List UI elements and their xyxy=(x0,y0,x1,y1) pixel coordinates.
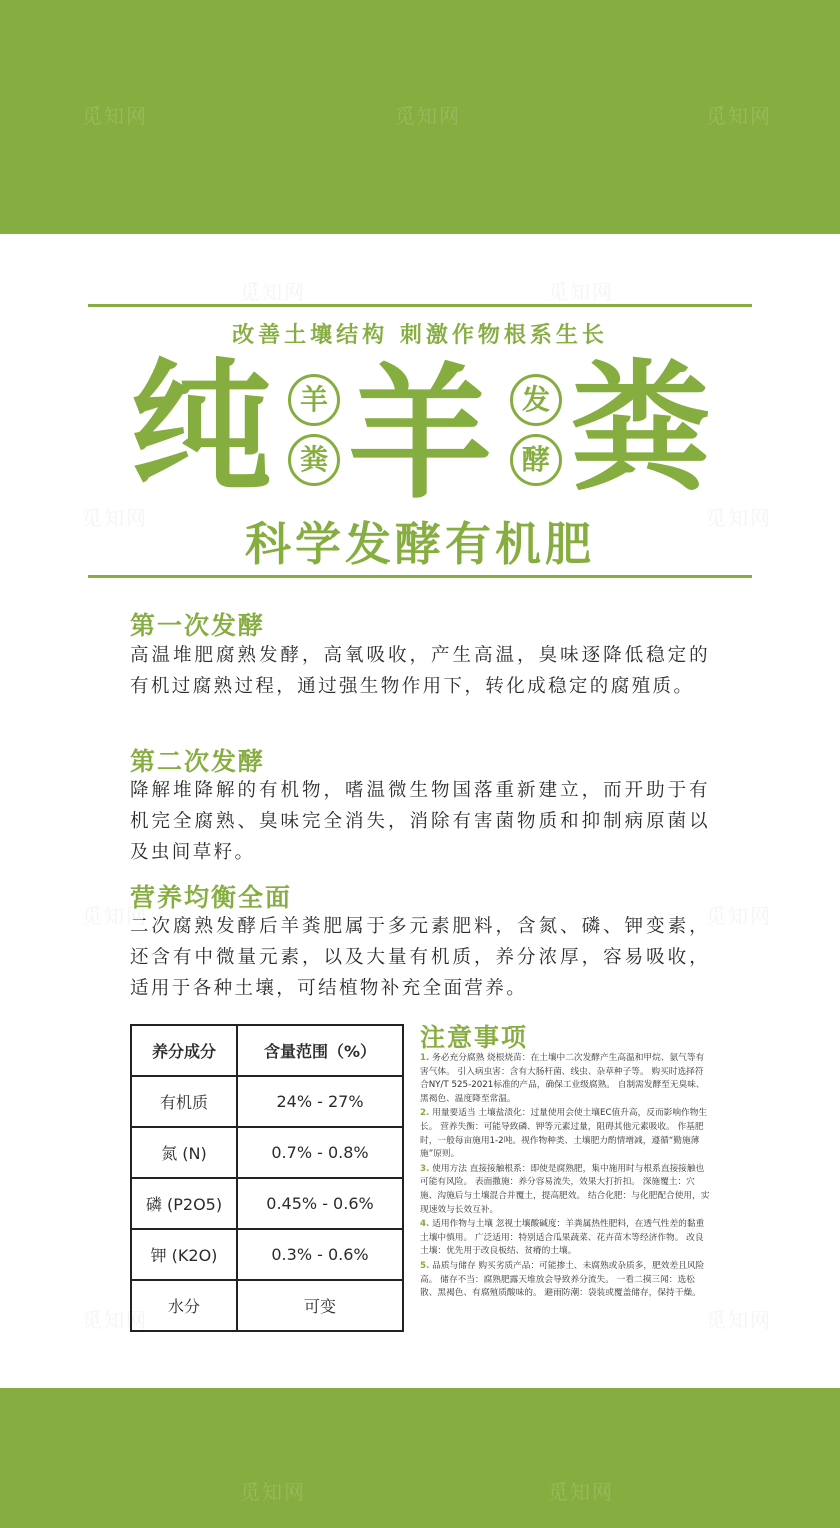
table-cell-name: 水分 xyxy=(131,1280,237,1331)
watermark: 觅知网 xyxy=(240,280,306,304)
table-cell-name: 钾 (K2O) xyxy=(131,1229,237,1280)
tagline: 改善土壤结构 刺激作物根系生长 xyxy=(232,323,608,348)
section-body-first-fermentation: 高温堆肥腐熟发酵，高氧吸收，产生高温，臭味逐降低稳定的有机过腐熟过程，通过强生物作用下，转化成稳定的腐殖质。 xyxy=(130,645,710,697)
section-title-nutrition: 营养均衡全面 xyxy=(130,883,293,912)
watermark: 觅知网 xyxy=(548,1480,614,1504)
notice-item-number: 4. xyxy=(420,1219,430,1230)
table-cell-value: 0.3% - 0.6% xyxy=(237,1229,403,1280)
table-cell-value: 0.7% - 0.8% xyxy=(237,1127,403,1178)
watermark: 觅知网 xyxy=(706,904,772,928)
watermark: 觅知网 xyxy=(82,904,148,928)
nutrient-table xyxy=(130,1024,404,1332)
table-header-range: 含量范围（%） xyxy=(237,1025,403,1076)
table-cell-name: 氮 (N) xyxy=(131,1127,237,1178)
badge-right-top: 发 xyxy=(510,374,562,426)
top-divider xyxy=(88,304,752,307)
table-cell-value: 0.45% - 0.6% xyxy=(237,1178,403,1229)
notice-item xyxy=(420,1163,710,1217)
notice-item-text: 务必充分腐熟 烧根烧苗：在土壤中二次发酵产生高温和甲烷、氨气等有害气体。 引入病虫害：含有大肠杆菌、线虫、杂草种子等。 购买时选择符合NY/T 525-2021标准的产品，确保工业级腐熟。 自制需发酵至无臭味、黑褐色、温度降至常温。 xyxy=(420,1053,705,1104)
table-row xyxy=(131,1280,403,1331)
watermark: 觅知网 xyxy=(706,1308,772,1332)
badge-right-bottom: 酵 xyxy=(510,434,562,486)
badge-left-bottom: 粪 xyxy=(288,434,340,486)
notice-item-number: 3. xyxy=(420,1163,430,1174)
watermark: 觅知网 xyxy=(240,1480,306,1504)
watermark: 觅知网 xyxy=(548,280,614,304)
title-char-1: 纯 xyxy=(130,346,272,511)
table-cell-value: 24% - 27% xyxy=(237,1076,403,1127)
watermark: 觅知网 xyxy=(706,506,772,530)
table-cell-value: 可变 xyxy=(237,1280,403,1331)
subtitle: 科学发酵有机肥 xyxy=(245,517,595,571)
table-row xyxy=(131,1229,403,1280)
table-cell-name: 磷 (P2O5) xyxy=(131,1178,237,1229)
title-char-3: 粪 xyxy=(570,348,711,511)
watermark: 觅知网 xyxy=(82,104,148,128)
section-title-first-fermentation: 第一次发酵 xyxy=(130,611,266,640)
bottom-divider xyxy=(88,575,752,578)
notice-item-number: 5. xyxy=(420,1260,430,1271)
title-char-2: 羊 xyxy=(348,350,493,518)
table-cell-name: 有机质 xyxy=(131,1076,237,1127)
notice-item-number: 2. xyxy=(420,1108,430,1119)
table-row xyxy=(131,1178,403,1229)
notice-item xyxy=(420,1052,710,1106)
watermark: 觅知网 xyxy=(706,104,772,128)
notice-item-text: 用量要适当 土壤盐渍化：过量使用会使土壤EC值升高，反而影响作物生长。 营养失衡：可能导致磷、钾等元素过量，阻碍其他元素吸收。 作基肥时，一般每亩施用1-2吨。视作物种类、土壤肥力酌情增减，遵循“勤施薄施”原则。 xyxy=(420,1108,708,1160)
section-title-second-fermentation: 第二次发酵 xyxy=(130,747,266,776)
notice-title: 注意事项 xyxy=(420,1023,529,1052)
table-row xyxy=(131,1127,403,1178)
notice-item xyxy=(420,1107,710,1161)
watermark: 觅知网 xyxy=(82,506,148,530)
section-body-nutrition: 二次腐熟发酵后羊粪肥属于多元素肥料，含氮、磷、钾变素，还含有中微量元素，以及大量有机质，养分浓厚，容易吸收，适用于各种土壤，可结植物补充全面营养。 xyxy=(130,916,710,999)
notice-item-text: 品质与储存 购买劣质产品：可能掺土、未腐熟或杂质多，肥效差且风险高。 储存不当：腐熟肥露天堆放会导致养分流失。 一看二摸三闻：选松散、黑褐色、有腐殖质酸味的。 避雨防潮：袋装或覆盖储存，保持干燥。 xyxy=(420,1260,705,1299)
badge-left-top: 羊 xyxy=(288,374,340,426)
notice-item-text: 使用方法 直接接触根系：即使是腐熟肥，集中施用时与根系直接接触也可能有风险。 表面撒施：养分容易流失，效果大打折扣。 深施覆土：穴施、沟施后与土壤混合并覆土，提高肥效。 结合化肥：与化肥配合使用，实现速效与长效互补。 xyxy=(420,1163,710,1215)
notice-item xyxy=(420,1260,710,1301)
table-row xyxy=(131,1076,403,1127)
table-header-row xyxy=(131,1025,403,1076)
section-body-second-fermentation: 降解堆降解的有机物，嗜温微生物国落重新建立，而开助于有机完全腐熟、臭味完全消失，消除有害菌物质和抑制病原菌以及虫间草籽。 xyxy=(130,780,710,863)
notice-item-text: 适用作物与土壤 忽视土壤酸碱度：羊粪属热性肥料，在透气性差的黏重土壤中慎用。 广泛适用：特别适合瓜果蔬菜、花卉苗木等经济作物。 改良土壤：优先用于改良板结、贫瘠的土壤。 xyxy=(420,1219,705,1257)
notice-list xyxy=(420,1052,710,1302)
bottom-banner xyxy=(0,1388,840,1528)
table-header-nutrient: 养分成分 xyxy=(131,1025,237,1076)
watermark: 觅知网 xyxy=(395,104,461,128)
watermark: 觅知网 xyxy=(82,1308,148,1332)
notice-item xyxy=(420,1218,710,1259)
notice-item-number: 1. xyxy=(420,1053,430,1063)
